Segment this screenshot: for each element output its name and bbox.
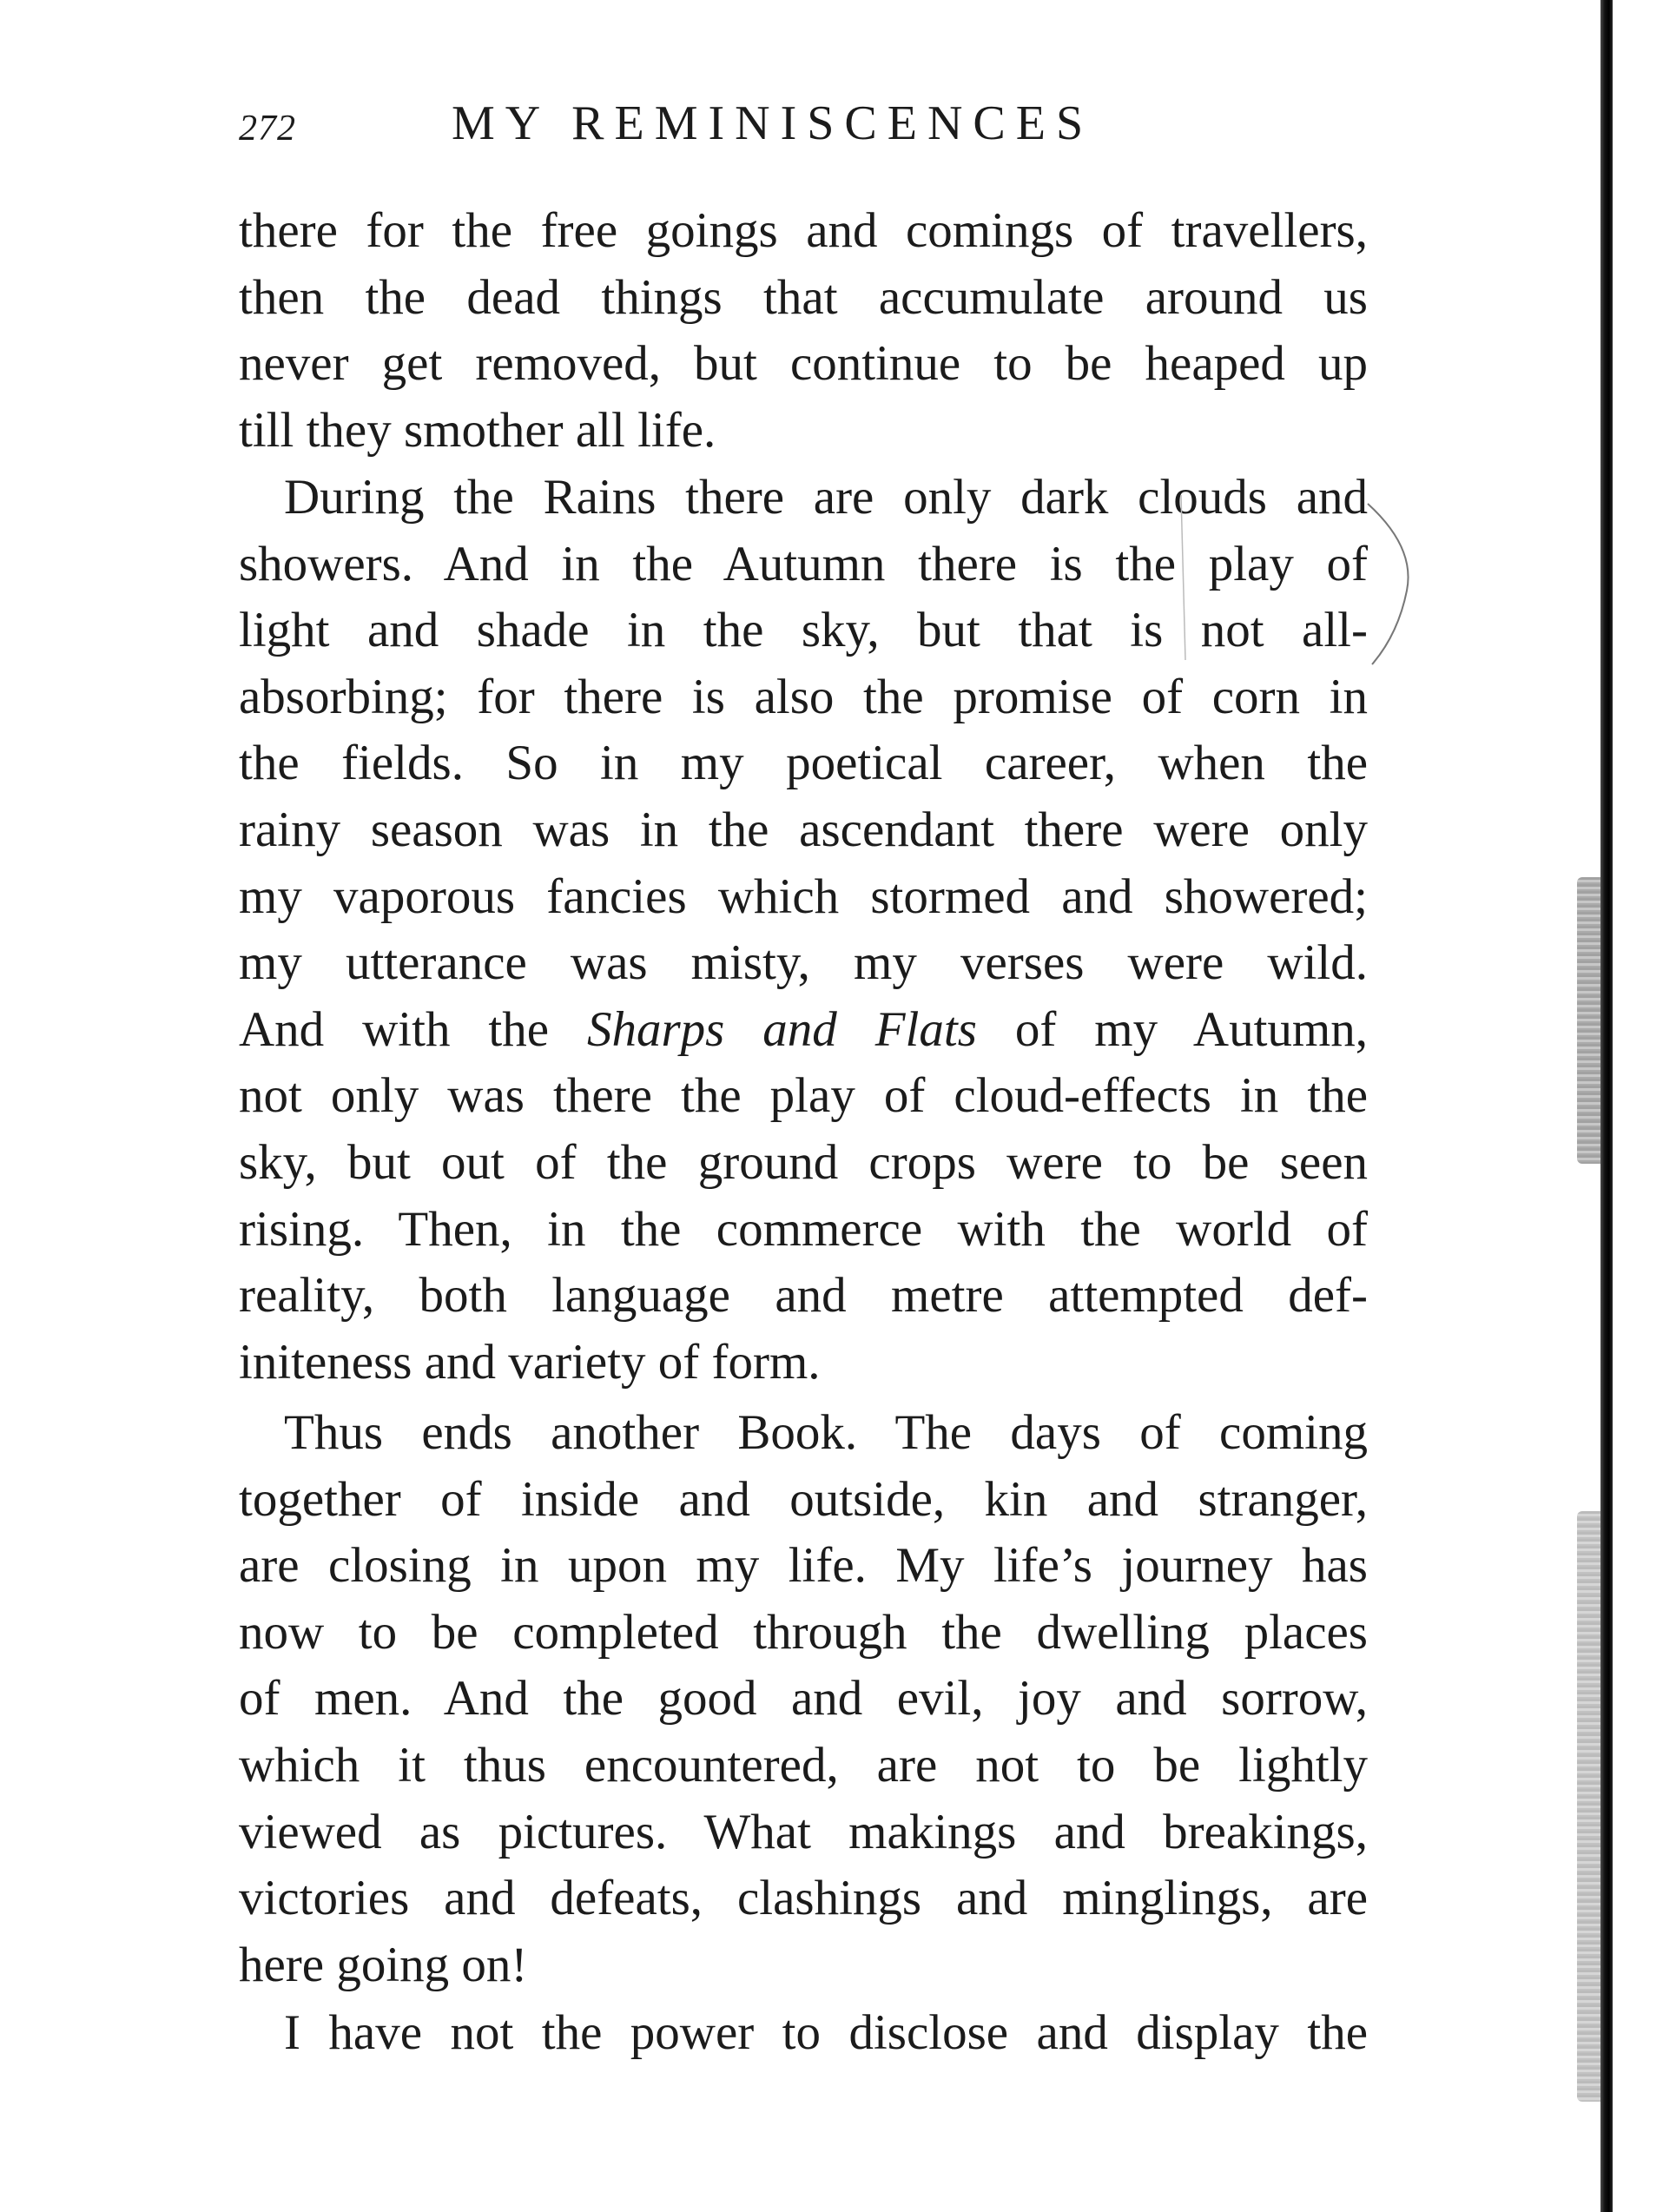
running-title: MY REMINISCENCES [452, 96, 1094, 150]
text-line: there for the free goings and comings of travellers, [239, 203, 1368, 258]
text-line: sky, but out of the ground crops were to be seen [239, 1134, 1368, 1190]
paragraph-2 [239, 465, 1368, 1396]
text-line: not only was there the play of cloud-effects in the [239, 1068, 1368, 1124]
text-line: now to be completed through the dwelling places [239, 1604, 1368, 1660]
text-line: absorbing; for there is also the promise of corn in [239, 669, 1368, 724]
text-line: light and shade in the sky, but that is not all- [239, 603, 1368, 658]
text-line: are closing in upon my life. My life’s journey has [239, 1538, 1368, 1594]
text-line: victories and defeats, clashings and minglings, are [239, 1871, 1368, 1926]
text-line: showers. And in the Autumn there is the play of [239, 536, 1368, 591]
paragraph-3 [239, 1400, 1368, 1998]
text-line: viewed as pictures. What makings and breakings, [239, 1804, 1368, 1859]
text-line: till they smother all life. [239, 402, 716, 458]
text-line: of men. And the good and evil, joy and sorrow, [239, 1671, 1368, 1727]
text-line: my utterance was misty, my verses were wild. [239, 935, 1368, 991]
page-number: 272 [239, 109, 296, 149]
binding-edge [1600, 0, 1613, 2212]
text-line: which it thus encountered, are not to be lightly [239, 1737, 1368, 1793]
text-line: my vaporous fancies which stormed and showered; [239, 868, 1368, 924]
text-line: then the dead things that accumulate around us [239, 269, 1368, 325]
text-line: initeness and variety of form. [239, 1334, 821, 1390]
line-text: of my Autumn, [976, 1001, 1368, 1057]
text-line-with-title [239, 997, 1368, 1064]
text-line: reality, both language and metre attempted def- [239, 1268, 1368, 1324]
paragraph-4 [239, 2000, 1368, 2067]
text-line: together of inside and outside, kin and stranger, [239, 1471, 1368, 1527]
text-line: Thus ends another Book. The days of coming [284, 1405, 1368, 1460]
text-line: here going on! [239, 1937, 528, 1992]
text-line: I have not the power to disclose and display the [284, 2005, 1368, 2060]
text-line: the fields. So in my poetical career, when the [239, 736, 1368, 791]
italic-title: Sharps and Flats [586, 1001, 977, 1057]
text-line: rainy season was in the ascendant there were only [239, 802, 1368, 857]
line-text: And with the [239, 1001, 587, 1057]
text-line: During the Rains there are only dark clouds and [284, 470, 1368, 525]
running-header [239, 96, 1237, 165]
text-line: rising. Then, in the commerce with the world of [239, 1201, 1368, 1257]
text-line: never get removed, but continue to be heaped up [239, 336, 1368, 392]
paragraph-1 [239, 198, 1368, 464]
